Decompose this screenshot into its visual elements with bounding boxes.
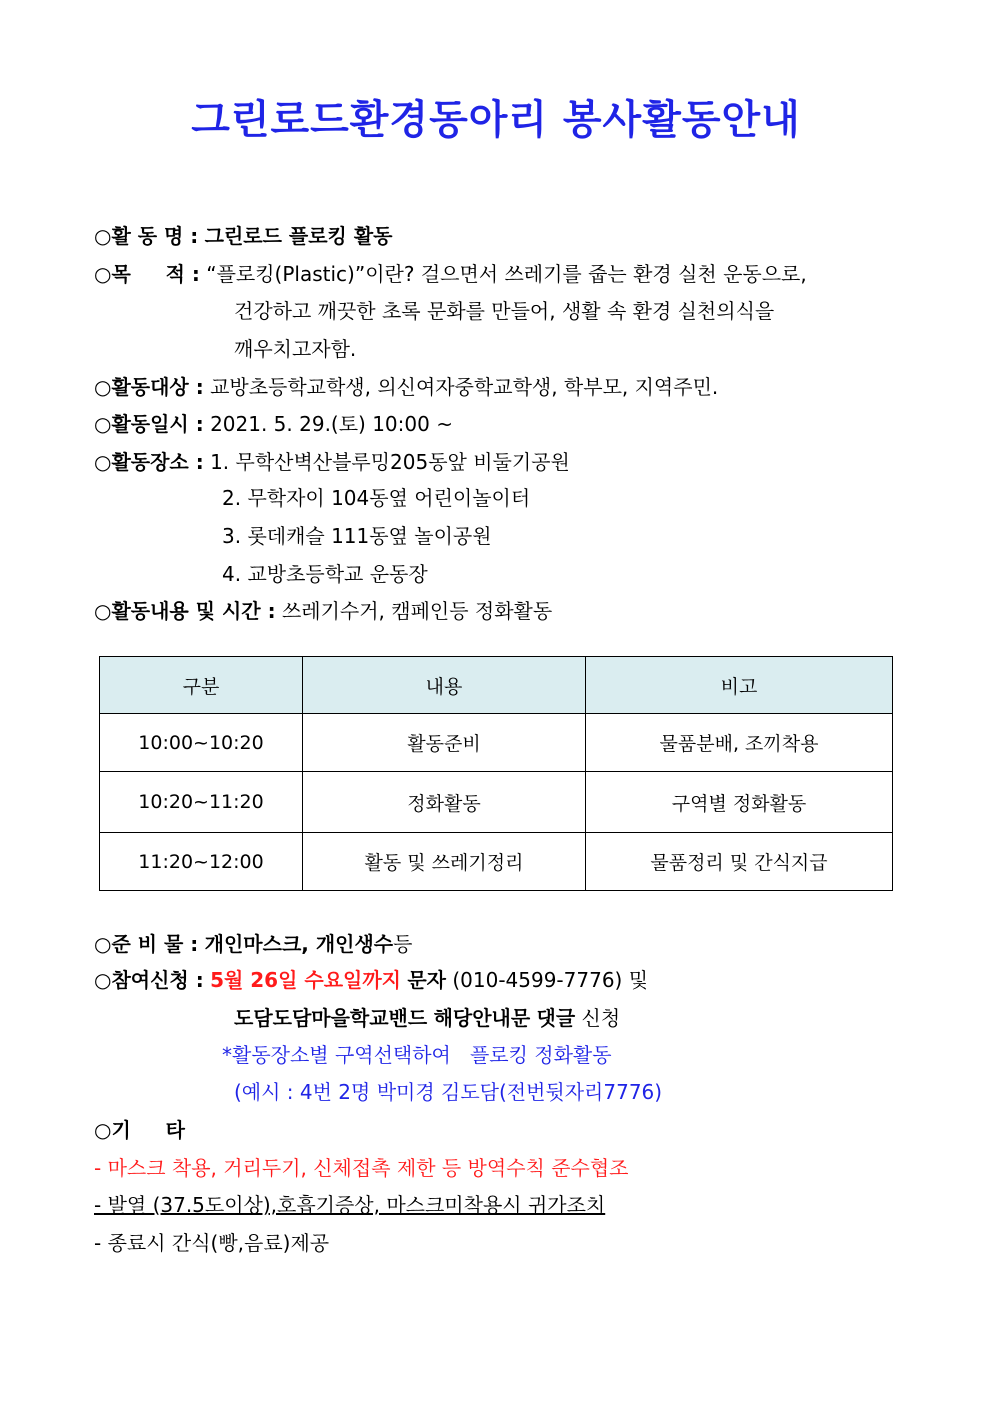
content-label: ○활동내용 및 시간 : [94,599,276,623]
supplies-label: ○준 비 물 : [94,932,199,956]
place-item: 1. 무학산벽산블루밍205동앞 비둘기공원 [210,450,570,474]
purpose-label: ○목 적 : [94,262,200,286]
table-header: 비고 [586,657,893,714]
table-cell: 정화활동 [303,772,586,833]
purpose-row [94,260,807,288]
table-cell: 활동 및 쓰레기정리 [303,833,586,891]
signup-comment: 댓글 [536,1006,576,1030]
table-cell: 활동준비 [303,714,586,772]
datetime-row [94,410,453,438]
places-row [94,448,570,476]
table-cell: 구역별 정화활동 [586,772,893,833]
table-cell: 물품정리 및 간식지급 [586,833,893,891]
signup-method: 문자 [407,968,446,992]
activity-name-row [94,222,392,250]
signup-deadline: 5월 26일 수요일까지 [210,968,401,992]
table-row [100,772,893,833]
datetime-label: ○활동일시 : [94,412,204,436]
target-row [94,373,718,401]
schedule-table [99,656,893,891]
purpose-line-2: 건강하고 깨끗한 초록 문화를 만들어, 생활 속 환경 실천의식을 [234,299,775,323]
content-value: 쓰레기수거, 캠페인등 정화활동 [281,599,553,623]
table-cell: 11:20~12:00 [100,833,303,891]
place-item: 4. 교방초등학교 운동장 [222,562,428,586]
table-cell: 물품분배, 조끼착용 [586,714,893,772]
supplies-suffix: 등 [393,932,413,956]
signup-phone: (010-4599-7776) 및 [452,968,649,992]
activity-name-value: 그린로드 플로킹 활동 [204,224,393,248]
target-label: ○활동대상 : [94,375,204,399]
supplies-value: 개인마스크, 개인생수 [204,932,394,956]
table-cell: 10:20~11:20 [100,772,303,833]
signup-note-2: (예시 : 4번 2명 박미경 김도담(전번뒷자리7776) [234,1080,663,1104]
signup-row [94,966,648,994]
table-header-row [100,657,893,714]
place-item: 3. 롯데캐슬 111동옆 놀이공원 [222,524,492,548]
datetime-value: 2021. 5. 29.(토) 10:00 ~ [210,412,453,436]
page-title: 그린로드환경동아리 봉사활동안내 [191,97,801,143]
purpose-line-3: 깨우치고자함. [234,337,357,361]
signup-notice: 해당안내문 [433,1006,531,1030]
purpose-line-1: “플로킹(Plastic)”이란? 걸으면서 쓰레기를 줍는 환경 실천 운동으로, [206,262,807,286]
signup-apply: 신청 [581,1006,621,1030]
table-header: 내용 [303,657,586,714]
table-row [100,714,893,772]
signup-note-1: *활동장소별 구역선택하여 플로킹 정화활동 [222,1043,612,1067]
places-label: ○활동장소 : [94,450,204,474]
etc-item-fever: - 발열 (37.5도이상),호흡기증상, 마스크미착용시 귀가조치 [94,1193,606,1217]
supplies-row [94,930,412,958]
target-value: 교방초등학교학생, 의신여자중학교학생, 학부모, 지역주민. [210,375,719,399]
signup-line-2 [234,1004,620,1032]
table-header: 구분 [100,657,303,714]
etc-item-quarantine: - 마스크 착용, 거리두기, 신체접촉 제한 등 방역수칙 준수협조 [94,1156,629,1180]
etc-item-snack: - 종료시 간식(빵,음료)제공 [94,1231,330,1255]
etc-label: ○기 타 [94,1118,185,1142]
content-row [94,597,552,625]
place-item: 2. 무학자이 104동옆 어린이놀이터 [222,486,531,510]
signup-label: ○참여신청 : [94,968,204,992]
activity-name-label: ○활 동 명 : [94,224,199,248]
table-row [100,833,893,891]
signup-band: 도담도담마을학교밴드 [234,1006,428,1030]
table-cell: 10:00~10:20 [100,714,303,772]
